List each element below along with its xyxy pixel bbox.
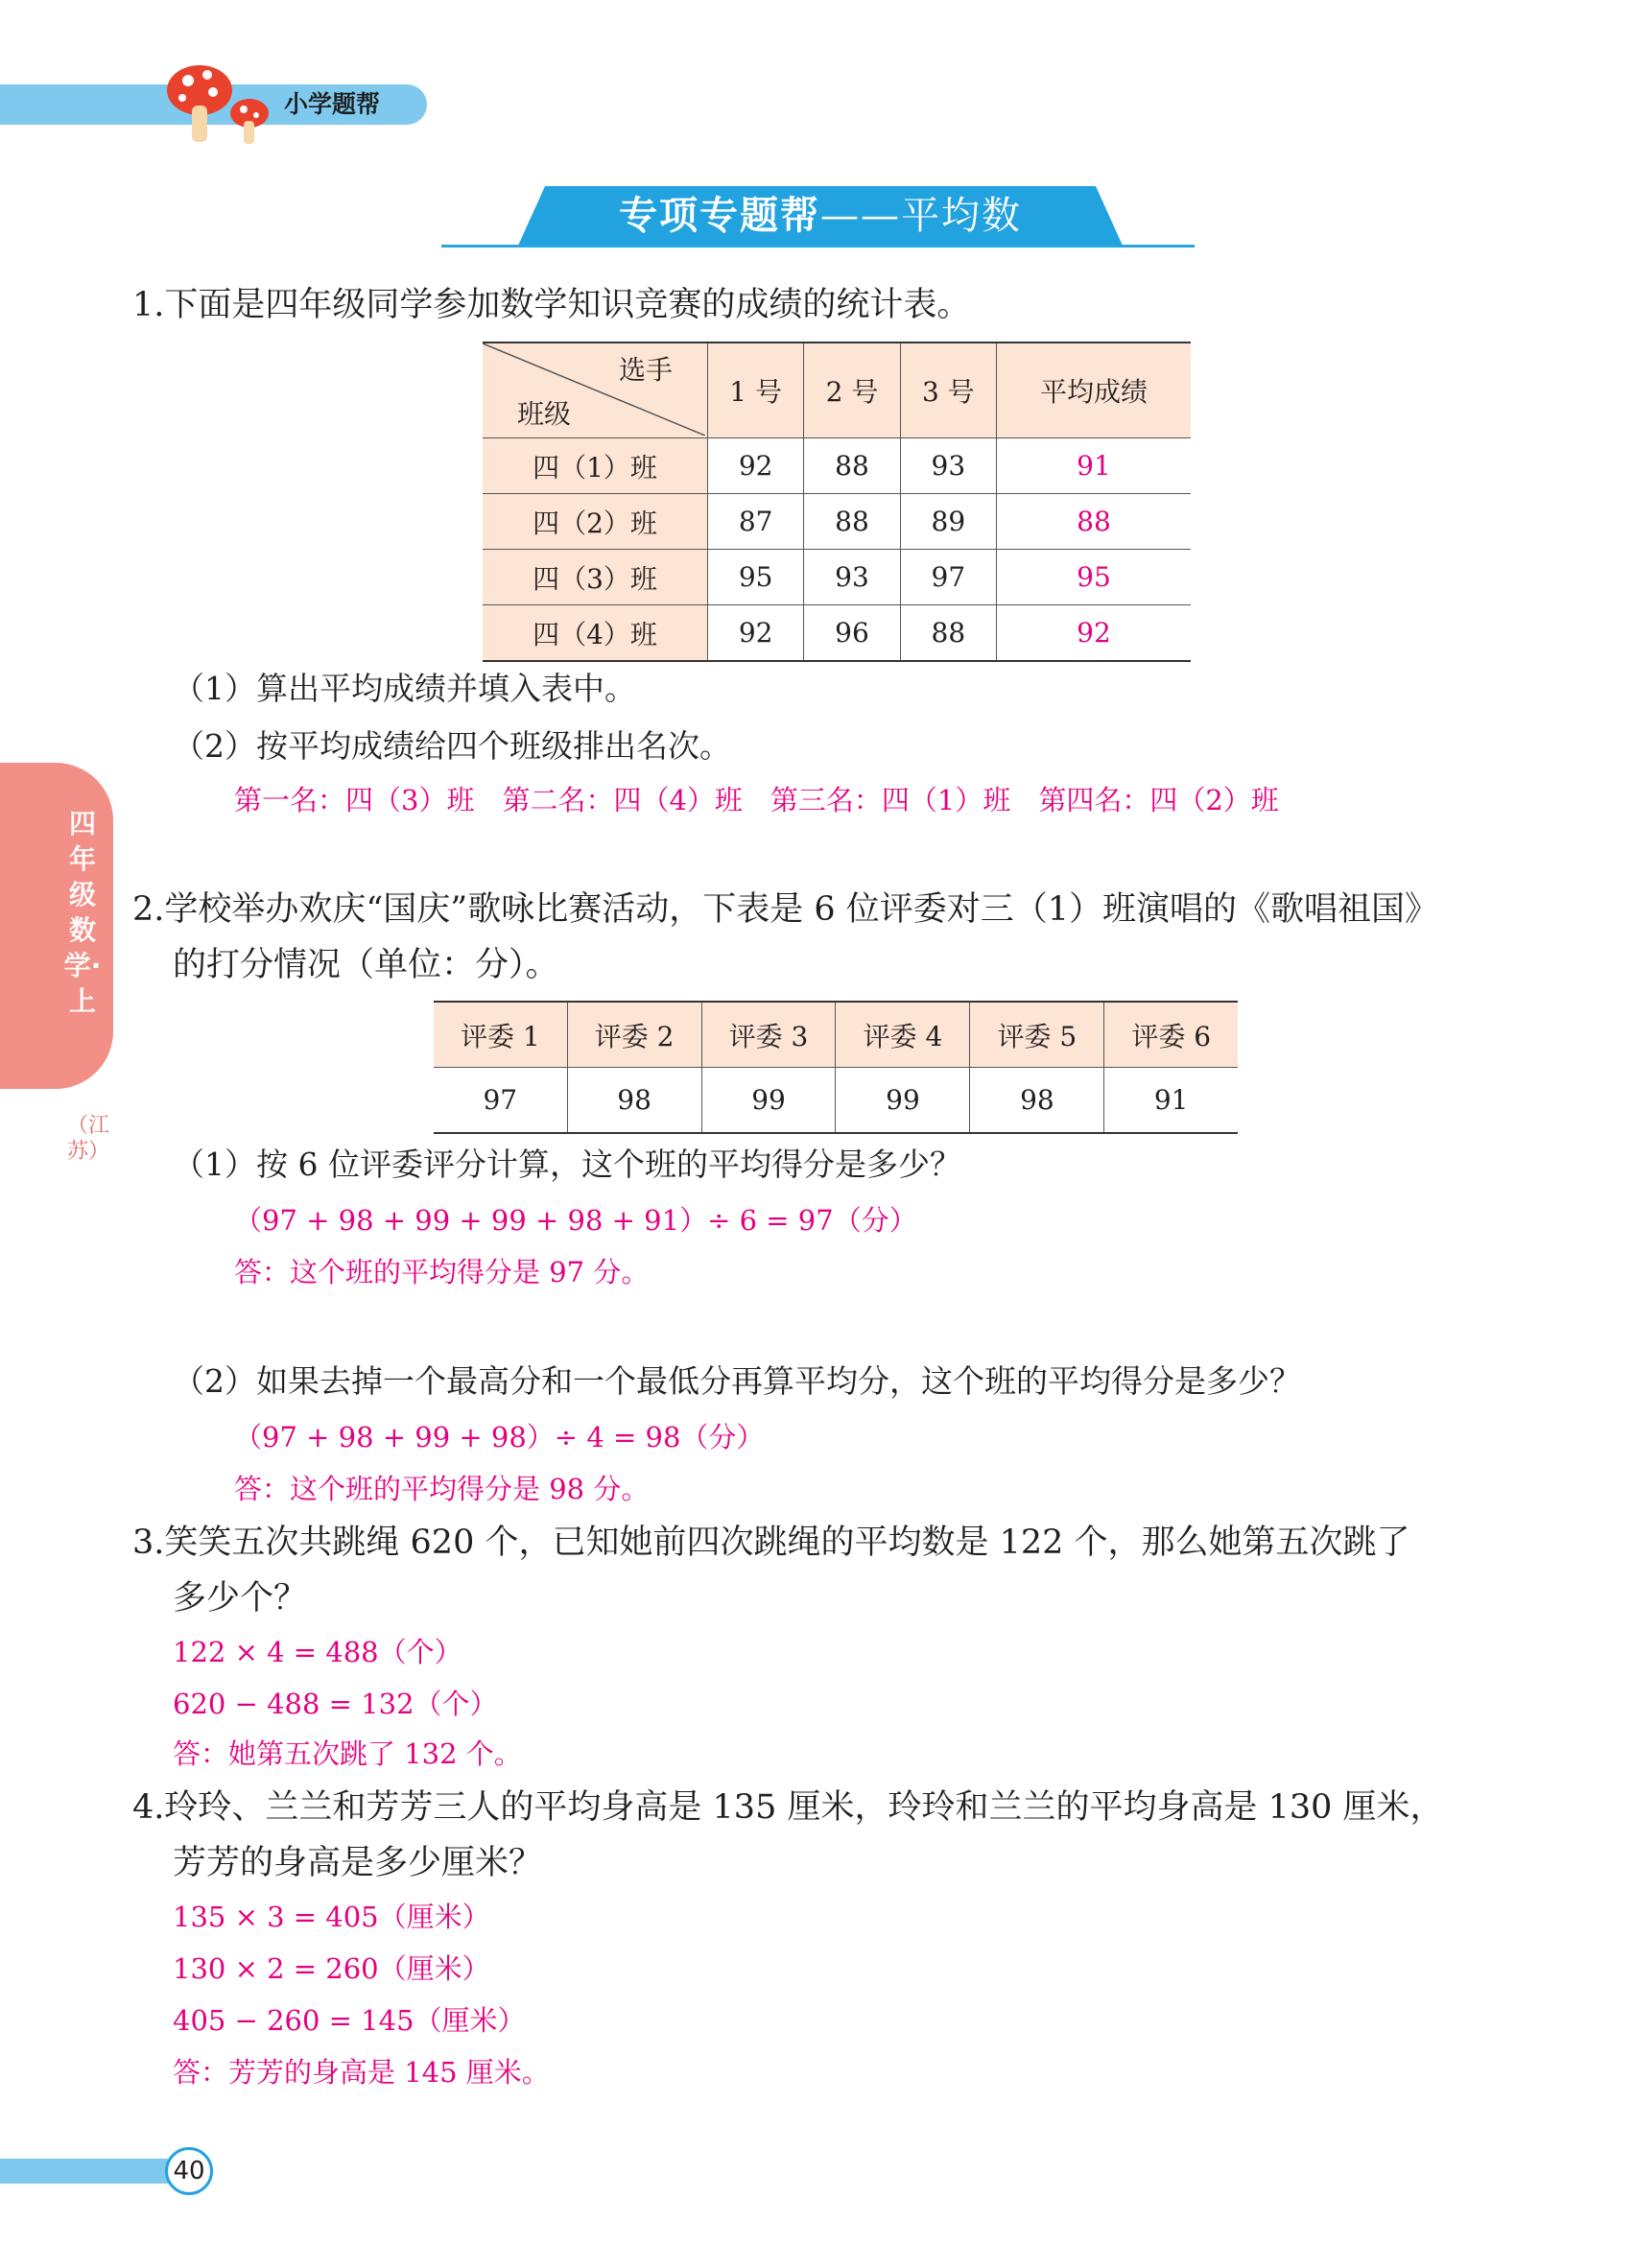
side-tab-region: （江苏） — [67, 1114, 110, 1164]
table-row: 四（3）班 95 93 97 95 — [483, 550, 1191, 605]
table-header: 3 号 — [900, 343, 996, 438]
table-header: 评委 4 — [836, 1002, 970, 1068]
q3-calc-1: 122 × 4 = 488（个） — [173, 1636, 462, 1668]
table-header: 评委 2 — [567, 1002, 701, 1068]
q2-sub2-answer: 答：这个班的平均得分是 98 分。 — [234, 1473, 650, 1505]
side-tab-grade: 四年级数学·上 — [63, 808, 102, 1017]
table-row: 四（4）班 92 96 88 92 — [483, 605, 1191, 662]
question-1: 1.下面是四年级同学参加数学知识竞赛的成绩的统计表。 — [132, 286, 971, 324]
footer-band — [0, 2159, 182, 2184]
judge-score-table — [434, 1001, 1238, 1134]
table-header: 评委 3 — [701, 1002, 836, 1068]
q2-sub2: （2）如果去掉一个最高分和一个最低分再算平均分，这个班的平均得分是多少？ — [173, 1362, 1301, 1400]
q2-sub2-calc: （97 + 98 + 99 + 98）÷ 4 = 98（分） — [234, 1421, 765, 1453]
table-row: 四（2）班 87 88 89 88 — [483, 494, 1191, 550]
table-row: 四（1）班 92 88 93 91 — [483, 438, 1191, 494]
mushroom-icon — [161, 56, 276, 148]
brand-label: 小学题帮 — [284, 90, 381, 118]
table-header: 2 号 — [804, 343, 900, 438]
q3-calc-2: 620 − 488 = 132（个） — [173, 1688, 498, 1720]
question-4-line2: 芳芳的身高是多少厘米？ — [173, 1844, 543, 1882]
q3-answer: 答：她第五次跳了 132 个。 — [173, 1737, 522, 1770]
page-number: 40 — [165, 2147, 213, 2195]
score-table-1 — [483, 342, 1191, 662]
question-2: 2.学校举办欢庆“国庆”歌咏比赛活动，下表是 6 位评委对三（1）班演唱的《歌唱祖国》 — [132, 890, 1438, 929]
q4-answer: 答：芳芳的身高是 145 厘米。 — [173, 2056, 550, 2089]
table-header: 1 号 — [708, 343, 804, 438]
question-3-line2: 多少个？ — [173, 1579, 308, 1618]
q4-calc-3: 405 − 260 = 145（厘米） — [173, 2004, 526, 2037]
table-corner: 选手 班级 — [483, 343, 708, 438]
table-row: 97 98 99 99 98 91 — [434, 1068, 1238, 1134]
question-3: 3.笑笑五次共跳绳 620 个，已知她前四次跳绳的平均数是 122 个，那么她第五次跳了 — [132, 1524, 1410, 1562]
question-4: 4.玲玲、兰兰和芳芳三人的平均身高是 135 厘米，玲玲和兰兰的平均身高是 130 厘米， — [132, 1788, 1444, 1827]
q1-answer: 第一名：四（3）班 第二名：四（4）班 第三名：四（1）班 第四名：四（2）班 — [234, 784, 1279, 816]
q2-sub1: （1）按 6 位评委评分计算，这个班的平均得分是多少？ — [173, 1146, 961, 1183]
q2-sub1-calc: （97 + 98 + 99 + 99 + 98 + 91）÷ 6 = 97（分） — [234, 1204, 917, 1237]
table-header: 评委 6 — [1104, 1002, 1238, 1068]
q4-calc-1: 135 × 3 = 405（厘米） — [173, 1901, 490, 1933]
q2-sub1-answer: 答：这个班的平均得分是 97 分。 — [234, 1256, 650, 1288]
q1-sub1: （1）算出平均成绩并填入表中。 — [173, 670, 636, 707]
question-2-line2: 的打分情况（单位：分）。 — [173, 946, 559, 984]
q4-calc-2: 130 × 2 = 260（厘米） — [173, 1952, 490, 1985]
table-header: 评委 1 — [434, 1002, 567, 1068]
table-header: 评委 5 — [970, 1002, 1104, 1068]
table-header: 平均成绩 — [997, 343, 1192, 438]
q1-sub2: （2）按平均成绩给四个班级排出名次。 — [173, 727, 731, 765]
page-title: 专项专题帮——平均数 — [619, 194, 1022, 238]
